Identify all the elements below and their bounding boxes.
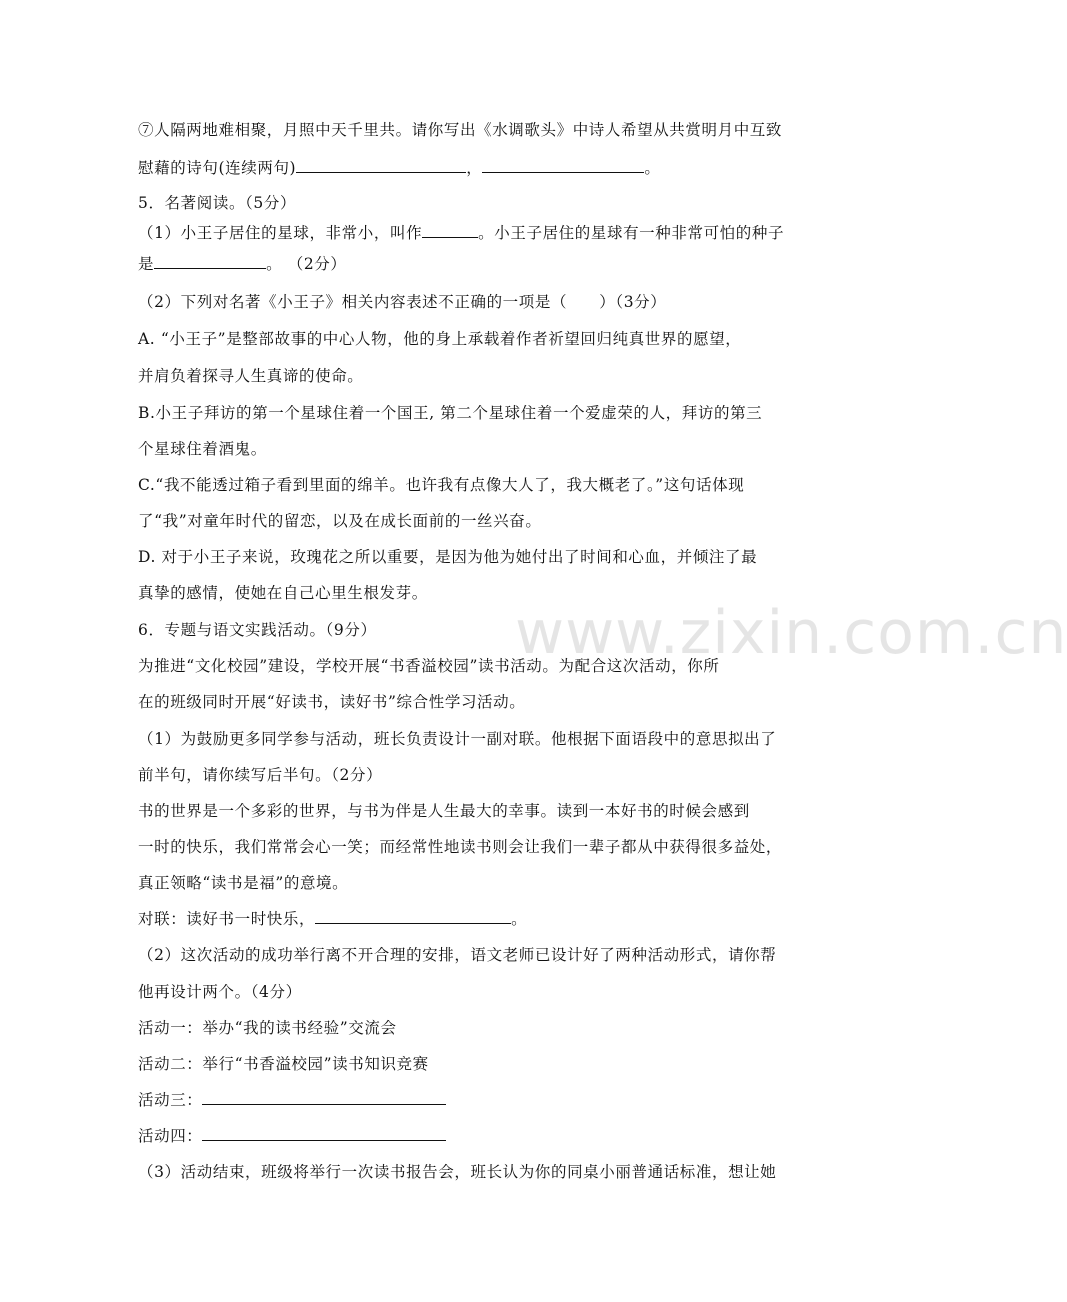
text-line-30: （3）活动结束，班级将举行一次读书报告会，班长认为你的同桌小丽普通话标准，想让她	[138, 1163, 777, 1181]
text-line-6: （2）下列对名著《小王子》相关内容表述不正确的一项是（ ）（3分）	[138, 293, 667, 311]
punct: ，	[466, 159, 483, 177]
prompt-text: 。小王子居住的星球有一种非常可怕的种子	[478, 224, 785, 242]
text-line-16: 为推进“文化校园”建设，学校开展“书香溢校园”读书活动。为配合这次活动，你所	[138, 657, 720, 675]
text-line-19: 前半句，请你续写后半句。（2分）	[138, 766, 383, 784]
prompt-text: 活动三：	[138, 1091, 203, 1109]
prompt-text: 。 （2分）	[266, 255, 347, 273]
text-line-1: ⑦人隔两地难相聚，月照中天千里共。请你写出《水调歌头》中诗人希望从共赏明月中互致	[138, 121, 783, 139]
answer-blank-activity-4[interactable]	[202, 1126, 446, 1141]
couplet-line	[138, 909, 527, 929]
text-line-24: （2）这次活动的成功举行离不开合理的安排，语文老师已设计好了两种活动形式，请你帮	[138, 946, 777, 964]
activity-four	[138, 1126, 446, 1146]
watermark: www.zixin.com.cn	[515, 598, 1067, 668]
option-b-line-1: B.小王子拜访的第一个星球住着一个国王, 第二个星球住着一个爱虚荣的人，拜访的第三	[138, 404, 763, 422]
answer-blank-1[interactable]	[296, 158, 466, 173]
prompt-text: 活动四：	[138, 1127, 203, 1145]
prompt-text: 慰藉的诗句(连续两句)	[138, 159, 297, 177]
prompt-text: 是	[138, 255, 155, 273]
text-line-17: 在的班级同时开展“好读书，读好书”综合性学习活动。	[138, 693, 526, 711]
option-a-line-2: 并肩负着探寻人生真谛的使命。	[138, 367, 364, 385]
activity-two: 活动二：举行“书香溢校园”读书知识竞赛	[138, 1055, 429, 1073]
text-line-4	[138, 223, 784, 243]
text-line-21: 一时的快乐，我们常常会心一笑；而经常性地读书则会让我们一辈子都从中获得很多益处，	[138, 838, 783, 856]
text-line-25: 他再设计两个。（4分）	[138, 983, 302, 1001]
text-line-2	[138, 158, 660, 178]
question-6-heading: 6．专题与语文实践活动。（9分）	[138, 621, 377, 639]
activity-one: 活动一：举办“我的读书经验”交流会	[138, 1019, 397, 1037]
punct: 。	[644, 159, 661, 177]
option-b-line-2: 个星球住着酒鬼。	[138, 440, 267, 458]
prompt-text: 对联：读好书一时快乐，	[138, 910, 316, 928]
answer-blank-seed[interactable]	[154, 254, 266, 269]
text-line-20: 书的世界是一个多彩的世界，与书为伴是人生最大的幸事。读到一本好书的时候会感到	[138, 802, 750, 820]
option-a-line-1: A. “小王子”是整部故事的中心人物，他的身上承载着作者祈望回归纯真世界的愿望，	[138, 330, 742, 348]
activity-three	[138, 1090, 446, 1110]
answer-blank-2[interactable]	[482, 158, 644, 173]
text-line-22: 真正领略“读书是福”的意境。	[138, 874, 349, 892]
prompt-text: （1）小王子居住的星球，非常小，叫作	[138, 224, 423, 242]
option-c-line-2: 了“我”对童年时代的留恋，以及在成长面前的一丝兴奋。	[138, 512, 542, 530]
option-c-line-1: C.“我不能透过箱子看到里面的绵羊。也许我有点像大人了，我大概老了。”这句话体现	[138, 476, 745, 494]
answer-blank-planet[interactable]	[422, 223, 478, 238]
text-line-18: （1）为鼓励更多同学参与活动，班长负责设计一副对联。他根据下面语段中的意思拟出了	[138, 730, 777, 748]
answer-blank-activity-3[interactable]	[202, 1090, 446, 1105]
option-d-line-2: 真挚的感情，使她在自己心里生根发芽。	[138, 584, 428, 602]
answer-blank-couplet[interactable]	[315, 909, 511, 924]
text-line-5	[138, 254, 347, 274]
punct: 。	[511, 910, 528, 928]
option-d-line-1: D. 对于小王子来说，玫瑰花之所以重要，是因为他为她付出了时间和心血，并倾注了最	[138, 548, 758, 566]
question-5-heading: 5．名著阅读。（5分）	[138, 194, 297, 212]
